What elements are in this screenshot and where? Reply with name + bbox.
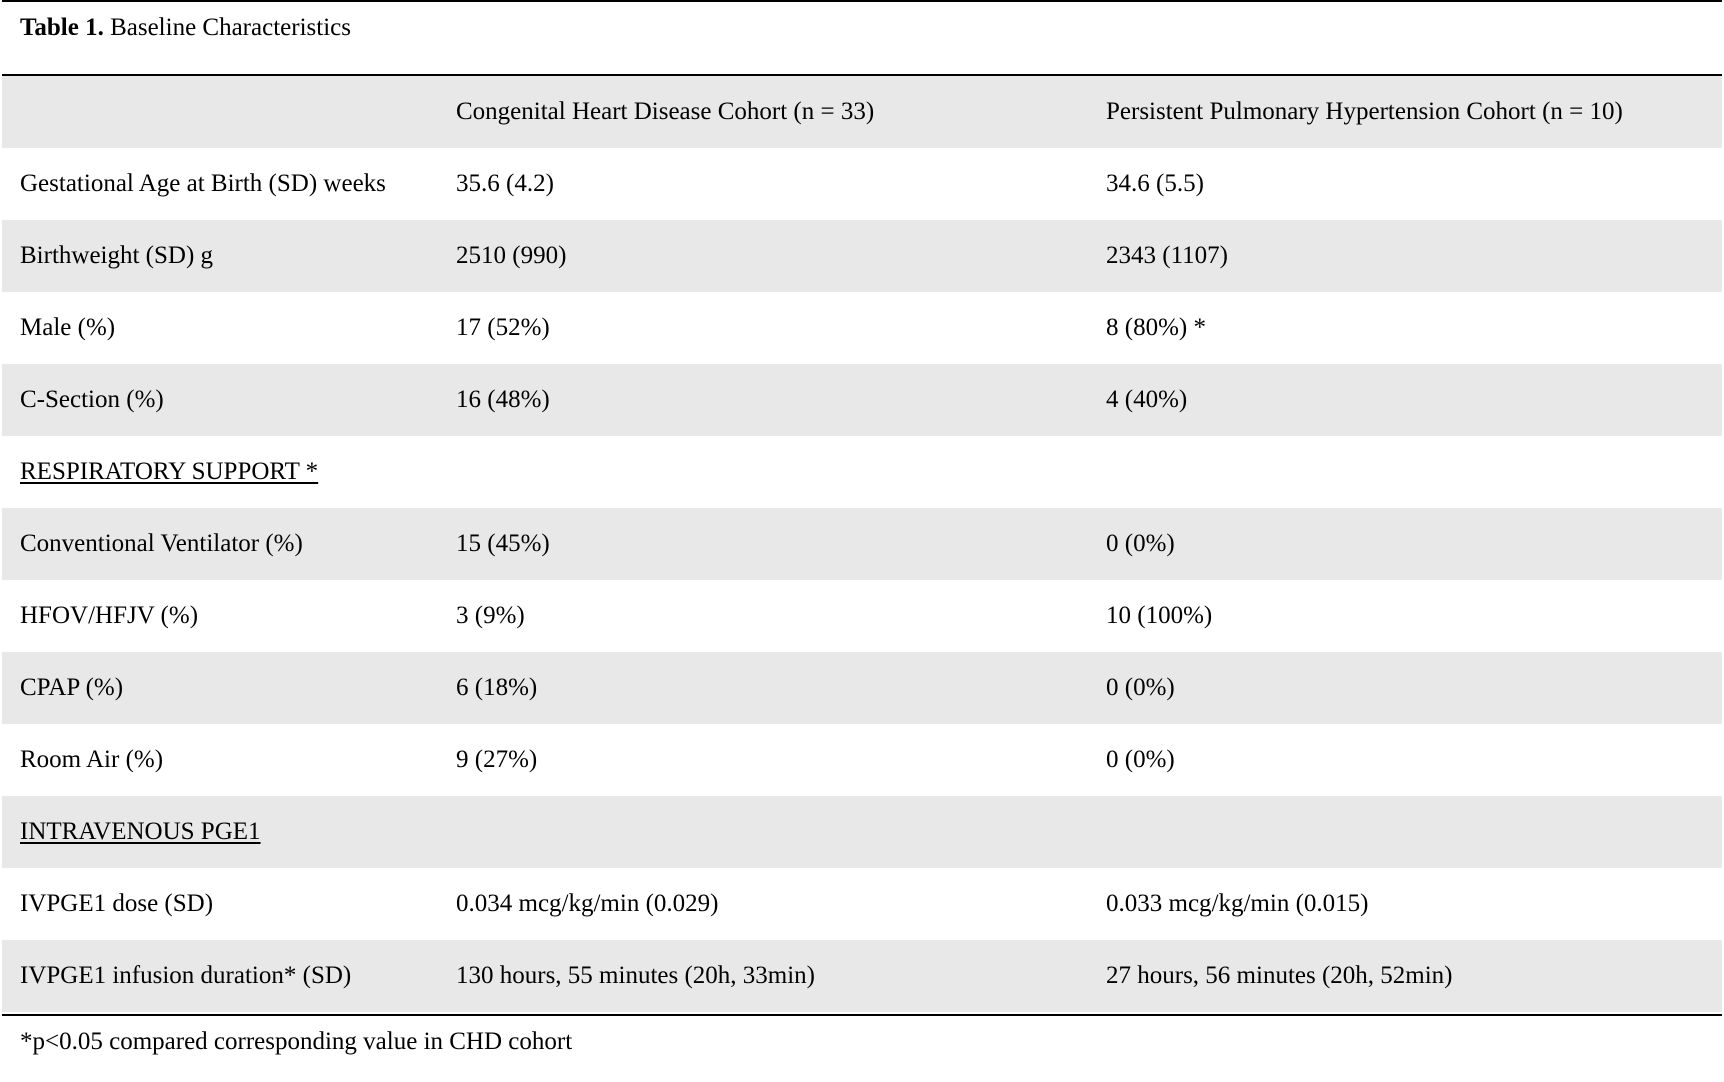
pph-value: 8 (80%) *: [1106, 314, 1206, 341]
bottom-rule: [2, 1014, 1722, 1016]
chd-value: 17 (52%): [456, 314, 550, 341]
table-header-row: [2, 76, 1722, 148]
row-label: C-Section (%): [2, 364, 456, 436]
table-row: [2, 580, 1722, 652]
chd-value: 0.034 mcg/kg/min (0.029): [456, 890, 719, 917]
chd-value: 3 (9%): [456, 602, 525, 629]
chd-value: 15 (45%): [456, 508, 1106, 580]
row-label: Gestational Age at Birth (SD) weeks: [20, 170, 386, 197]
table-row: [2, 652, 1722, 724]
section-heading: RESPIRATORY SUPPORT *: [20, 458, 319, 485]
row-label: IVPGE1 dose (SD): [20, 890, 214, 917]
section-heading: INTRAVENOUS PGE1: [20, 818, 261, 845]
pph-value: 0 (0%): [1106, 652, 1722, 724]
row-label: Conventional Ventilator (%): [2, 508, 456, 580]
row-label: Room Air (%): [20, 746, 164, 773]
row-label: CPAP (%): [2, 652, 456, 724]
row-label: HFOV/HFJV (%): [20, 602, 199, 629]
pph-value: [1106, 796, 1722, 868]
section-heading-cell: [2, 436, 456, 508]
chd-value: 2510 (990): [456, 220, 1106, 292]
pph-value: 0.033 mcg/kg/min (0.015): [1106, 890, 1369, 917]
pph-value: 0 (0%): [1106, 746, 1175, 773]
header-cell-pph-cohort: Persistent Pulmonary Hypertension Cohort (n = 10): [1106, 76, 1722, 148]
pph-value: 4 (40%): [1106, 364, 1722, 436]
row-label: IVPGE1 infusion duration* (SD): [2, 940, 456, 1012]
baseline-characteristics-table: [2, 76, 1722, 1012]
table-row: [2, 724, 1722, 796]
pph-value: 2343 (1107): [1106, 220, 1722, 292]
pph-value: 34.6 (5.5): [1106, 170, 1204, 197]
table-caption: [20, 12, 351, 44]
section-row-intravenous-pge1: [2, 796, 1722, 868]
table-row: [2, 508, 1722, 580]
row-label: Male (%): [20, 314, 116, 341]
table-row: [2, 940, 1722, 1012]
caption-title: Baseline Characteristics: [110, 14, 351, 41]
chd-value: 16 (48%): [456, 364, 1106, 436]
table-row: [2, 220, 1722, 292]
table-row: [2, 292, 1722, 364]
table-footnote: *p<0.05 compared corresponding value in CHD cohort: [20, 1028, 573, 1055]
chd-value: 9 (27%): [456, 746, 538, 773]
row-label: Birthweight (SD) g: [2, 220, 456, 292]
pph-value: [1106, 436, 1722, 508]
caption-label: Table 1.: [20, 14, 104, 41]
header-cell-label: [2, 76, 456, 148]
chd-value: [456, 436, 1106, 508]
section-heading-cell: [2, 796, 456, 868]
table-row: [2, 364, 1722, 436]
table-row: [2, 148, 1722, 220]
chd-value: 130 hours, 55 minutes (20h, 33min): [456, 940, 1106, 1012]
pph-value: 27 hours, 56 minutes (20h, 52min): [1106, 940, 1722, 1012]
header-cell-chd-cohort: Congenital Heart Disease Cohort (n = 33): [456, 76, 1106, 148]
chd-value: 6 (18%): [456, 652, 1106, 724]
chd-value: [456, 796, 1106, 868]
pph-value: 10 (100%): [1106, 602, 1213, 629]
top-rule: [2, 0, 1722, 2]
chd-value: 35.6 (4.2): [456, 170, 554, 197]
pph-value: 0 (0%): [1106, 508, 1722, 580]
table-row: [2, 868, 1722, 940]
section-row-respiratory-support: [2, 436, 1722, 508]
